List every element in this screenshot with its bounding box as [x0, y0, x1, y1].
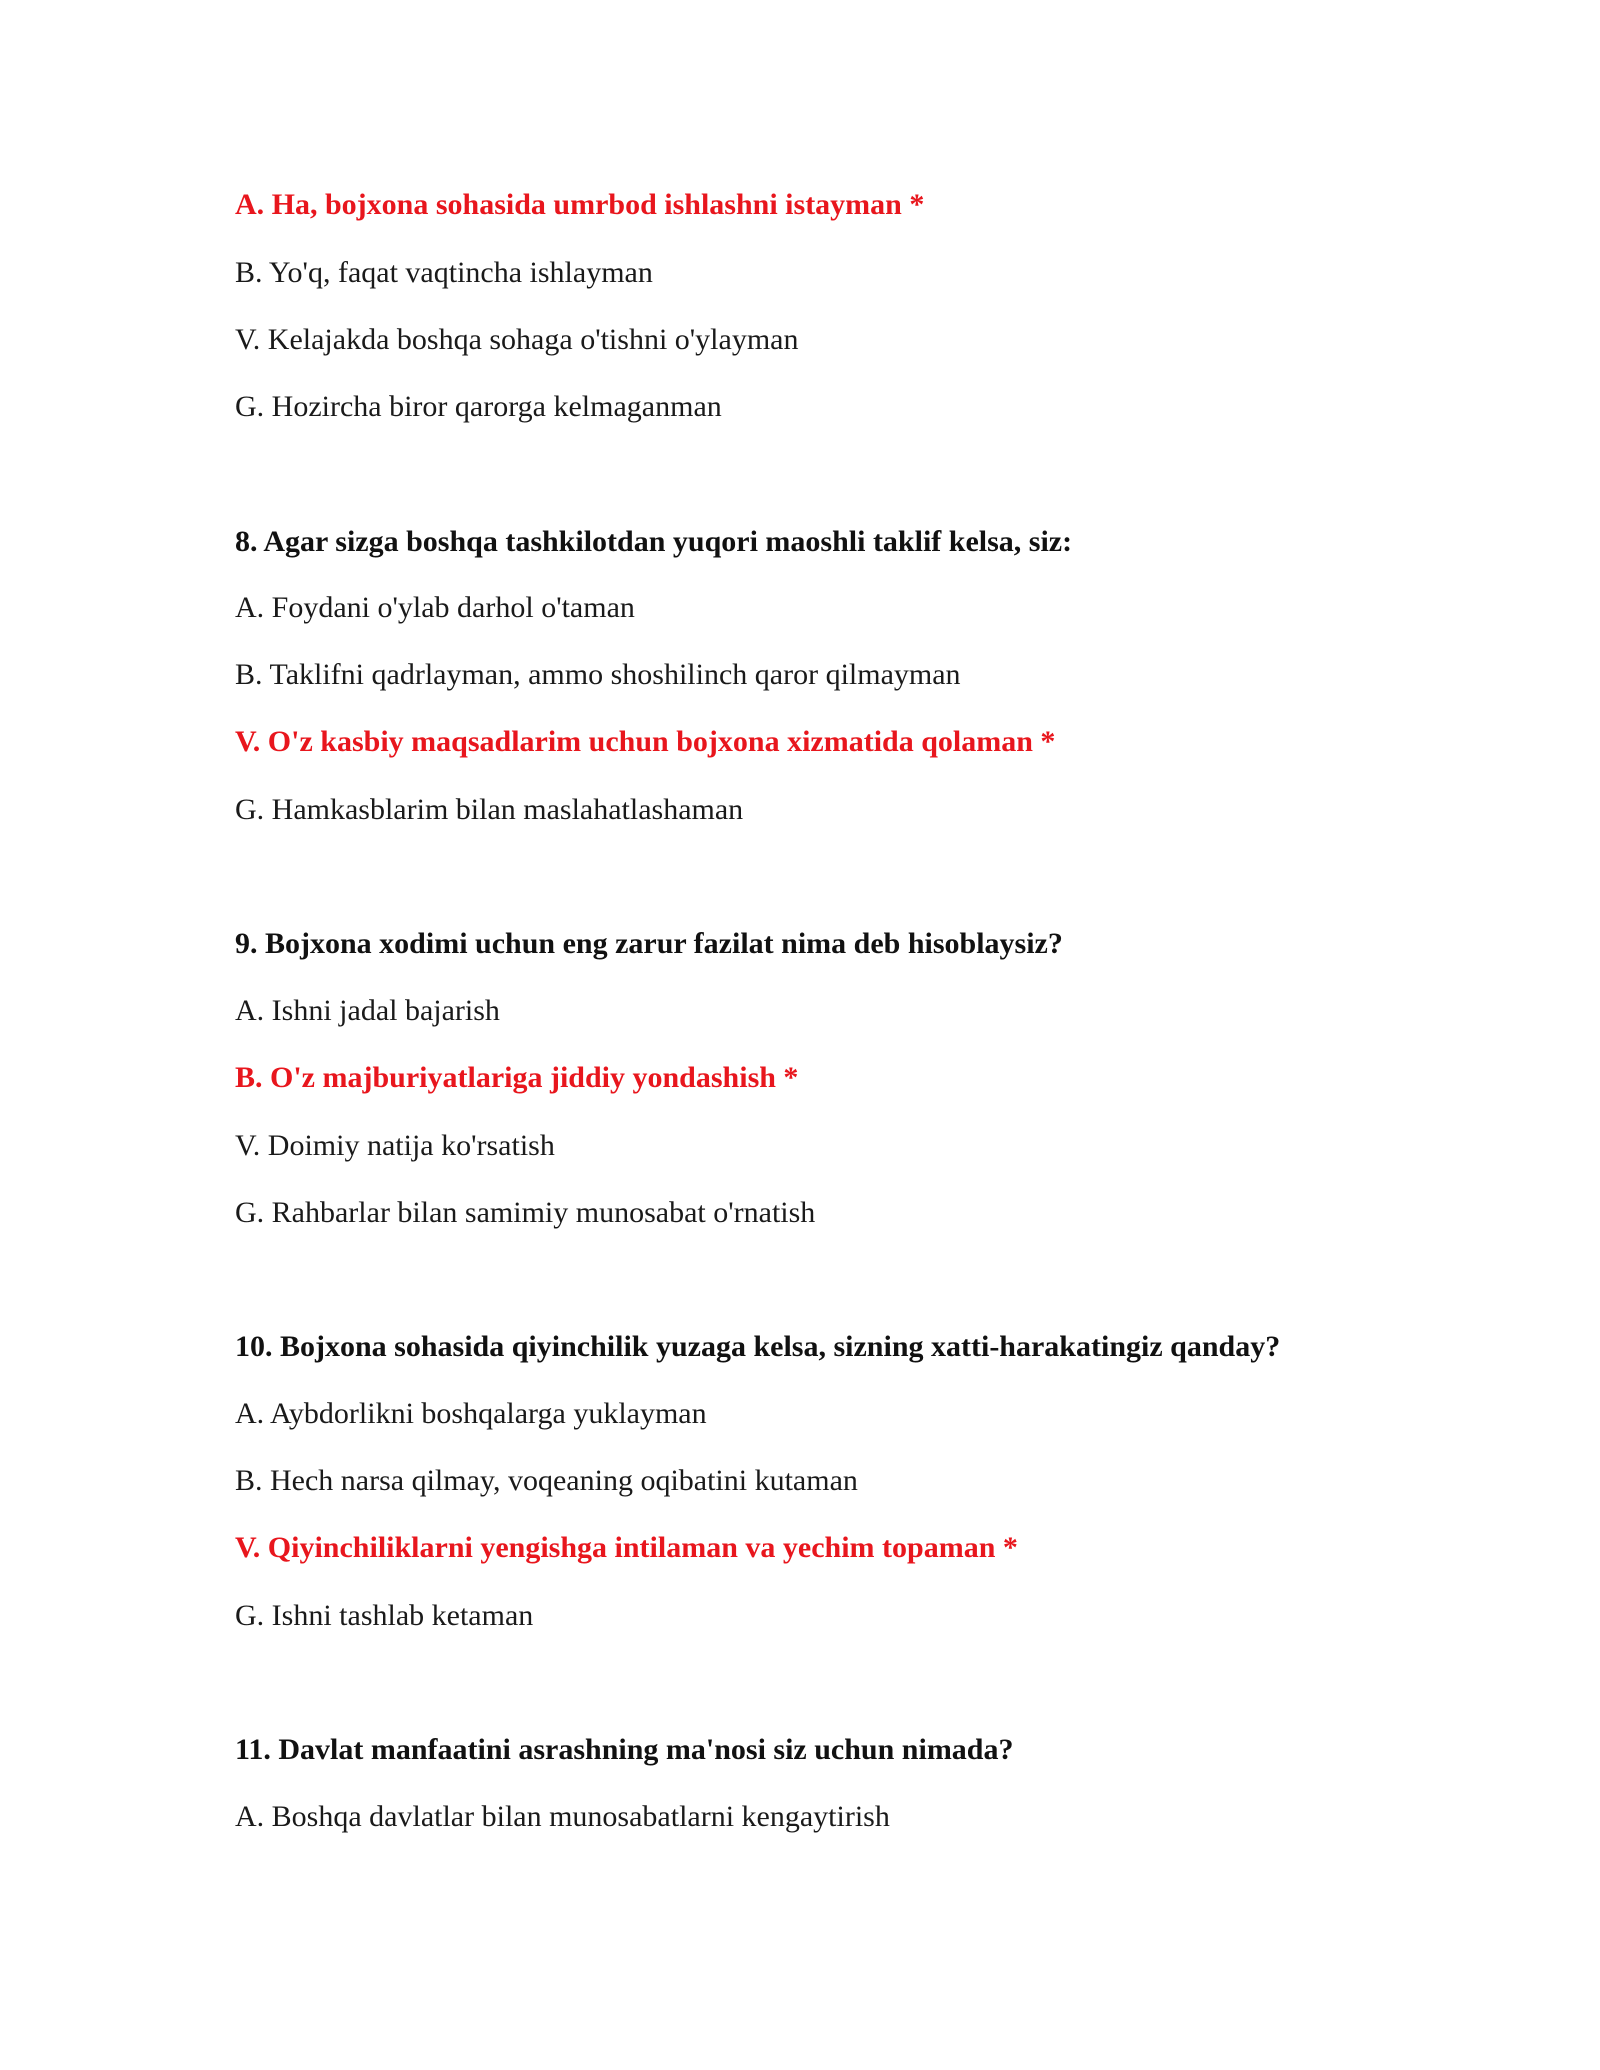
option-v: V. Kelajakda boshqa sohaga o'tishni o'ylayman [235, 323, 799, 356]
option-v-correct: V. Qiyinchiliklarni yengishga intilaman va yechim topaman * [235, 1531, 1018, 1564]
question-11: 11. Davlat manfaatini asrashning ma'nosi siz uchun nimada? [235, 1733, 1014, 1766]
option-b-correct: B. O'z majburiyatlariga jiddiy yondashish * [235, 1061, 799, 1094]
option-a: A. Foydani o'ylab darhol o'taman [235, 591, 635, 624]
option-b: B. Yo'q, faqat vaqtincha ishlayman [235, 256, 653, 289]
option-a: A. Aybdorlikni boshqalarga yuklayman [235, 1397, 707, 1430]
option-g: G. Hamkasblarim bilan maslahatlashaman [235, 793, 744, 826]
option-b: B. Hech narsa qilmay, voqeaning oqibatini kutaman [235, 1464, 858, 1497]
option-a: A. Ishni jadal bajarish [235, 994, 500, 1027]
option-b: B. Taklifni qadrlayman, ammo shoshilinch qaror qilmayman [235, 658, 961, 691]
option-g: G. Rahbarlar bilan samimiy munosabat o'rnatish [235, 1196, 816, 1229]
option-a: A. Boshqa davlatlar bilan munosabatlarni kengaytirish [235, 1800, 890, 1833]
option-a-correct: A. Ha, bojxona sohasida umrbod ishlashni istayman * [235, 188, 925, 221]
question-9: 9. Bojxona xodimi uchun eng zarur fazilat nima deb hisoblaysiz? [235, 927, 1063, 960]
question-10: 10. Bojxona sohasida qiyinchilik yuzaga kelsa, sizning xatti-harakatingiz qanday? [235, 1330, 1281, 1363]
option-g: G. Ishni tashlab ketaman [235, 1599, 534, 1632]
option-g: G. Hozircha biror qarorga kelmaganman [235, 390, 722, 423]
option-v-correct: V. O'z kasbiy maqsadlarim uchun bojxona xizmatida qolaman * [235, 725, 1056, 758]
question-8: 8. Agar sizga boshqa tashkilotdan yuqori maoshli taklif kelsa, siz: [235, 525, 1073, 558]
option-v: V. Doimiy natija ko'rsatish [235, 1129, 555, 1162]
